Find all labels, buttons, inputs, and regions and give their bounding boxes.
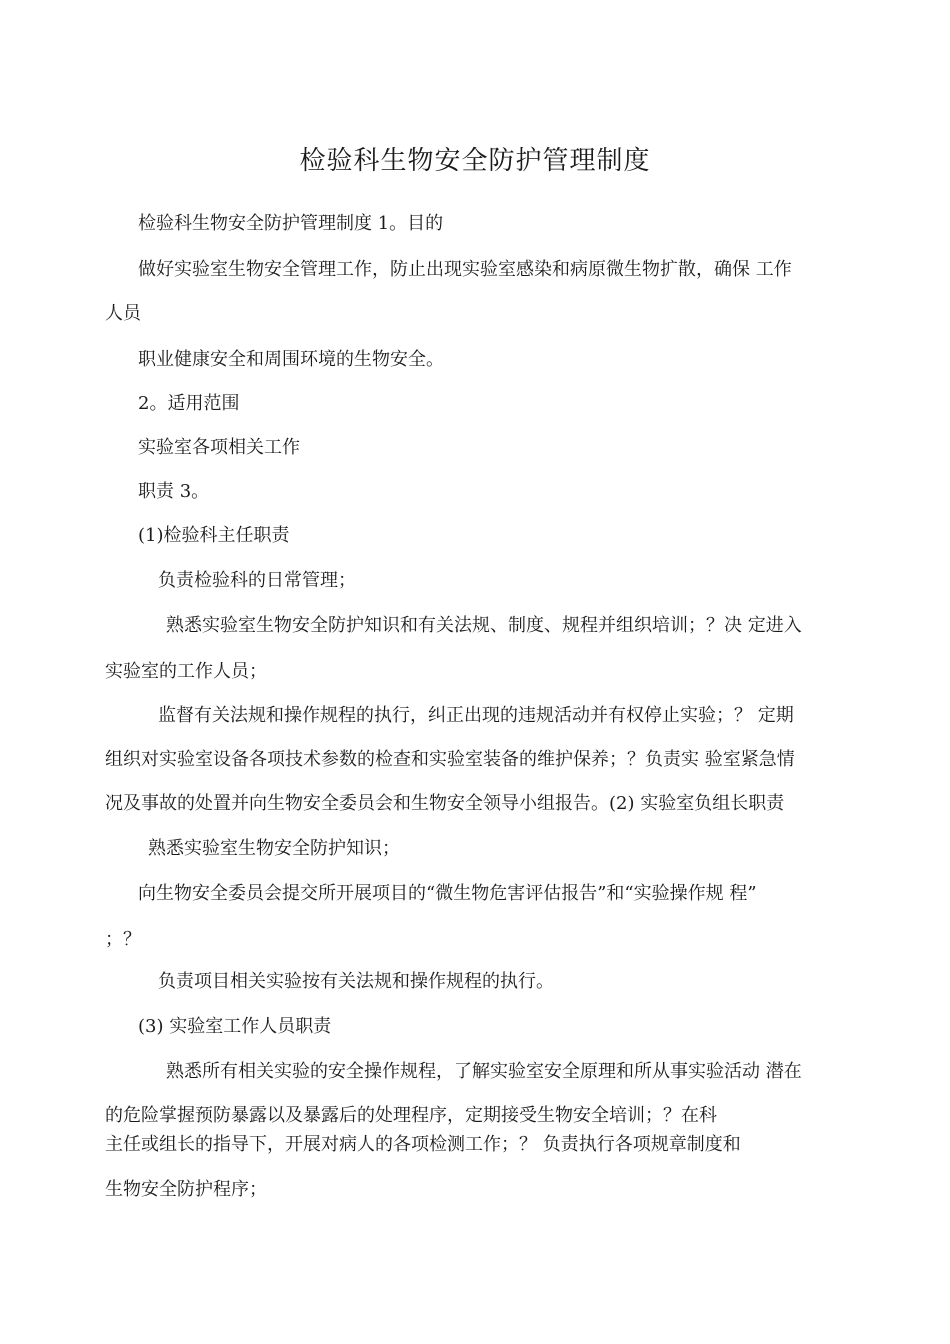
paragraph-line: 2。适用范围 bbox=[138, 393, 240, 414]
paragraph-line: 检验科生物安全防护管理制度 1。目的 bbox=[138, 213, 444, 234]
document-title: 检验科生物安全防护管理制度 bbox=[299, 146, 651, 176]
paragraph-line: 监督有关法规和操作规程的执行，纠正出现的违规活动并有权停止实验；？ 定期 bbox=[158, 705, 794, 726]
paragraph-line: 负责检验科的日常管理； bbox=[158, 570, 356, 591]
paragraph-line: 熟悉实验室生物安全防护知识； bbox=[148, 838, 400, 859]
paragraph-line: 生物安全防护程序； bbox=[105, 1179, 267, 1200]
paragraph-line: 实验室各项相关工作 bbox=[138, 437, 300, 458]
paragraph-line: ；？ bbox=[105, 929, 141, 950]
paragraph-line: 况及事故的处置并向生物安全委员会和生物安全领导小组报告。(2) 实验室负组长职责 bbox=[105, 793, 785, 814]
paragraph-line: 熟悉所有相关实验的安全操作规程，了解实验室安全原理和所从事实验活动 潜在 bbox=[166, 1061, 802, 1082]
paragraph-line: 的危险掌握预防暴露以及暴露后的处理程序，定期接受生物安全培训；？在科 bbox=[105, 1105, 717, 1126]
paragraph-line: 职业健康安全和周围环境的生物安全。 bbox=[138, 349, 444, 370]
section-heading: (3) 实验室工作人员职责 bbox=[138, 1016, 332, 1037]
paragraph-line: 实验室的工作人员； bbox=[105, 661, 267, 682]
paragraph-line: 做好实验室生物安全管理工作，防止出现实验室感染和病原微生物扩散，确保 工作 bbox=[138, 259, 792, 280]
paragraph-line: 职责 3。 bbox=[138, 481, 210, 502]
paragraph-line: 负责项目相关实验按有关法规和操作规程的执行。 bbox=[158, 971, 554, 992]
paragraph-line: 组织对实验室设备各项技术参数的检查和实验室装备的维护保养；？负责实 验室紧急情 bbox=[105, 749, 795, 770]
paragraph-line: 熟悉实验室生物安全防护知识和有关法规、制度、规程并组织培训；？决 定进入 bbox=[166, 615, 802, 636]
section-heading: (1)检验科主任职责 bbox=[138, 525, 290, 546]
paragraph-line: 人员 bbox=[105, 303, 141, 324]
paragraph-line: 向生物安全委员会提交所开展项目的“微生物危害评估报告”和“实验操作规 程” bbox=[138, 883, 757, 904]
paragraph-line: 主任或组长的指导下，开展对病人的各项检测工作；？ 负责执行各项规章制度和 bbox=[105, 1134, 741, 1155]
